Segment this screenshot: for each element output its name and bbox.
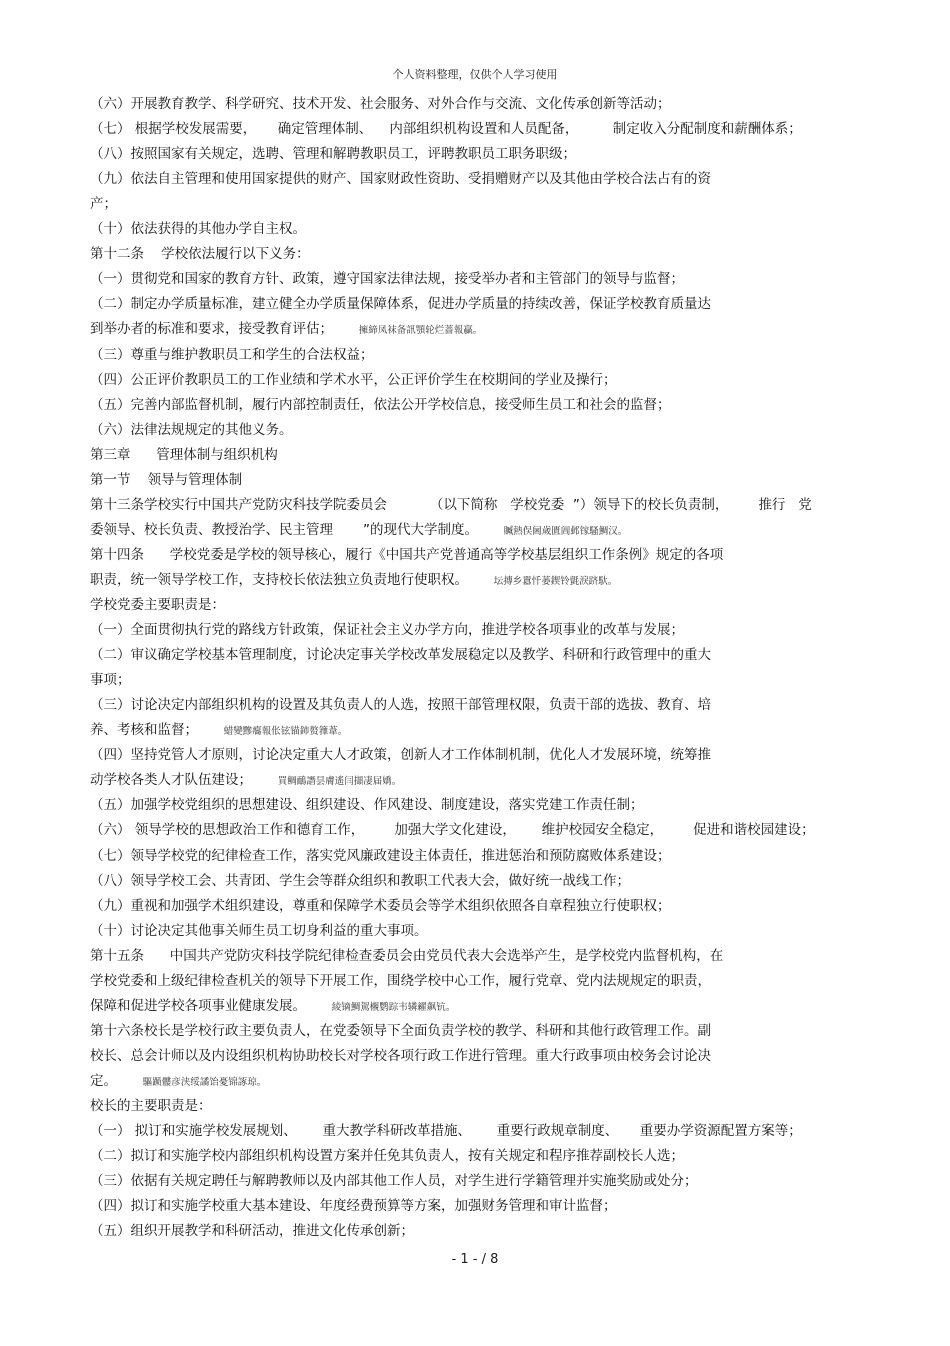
text-line <box>90 771 401 791</box>
line-text: （二）制定办学质量标准，建立健全办学质量保障体系，促进办学质量的持续改善，保证学校教育质量达 <box>90 296 711 313</box>
line-text: （十）依法获得的其他办学自主权。 <box>90 221 306 238</box>
line-text: （五）组织开展教学和科研活动，推进文化传承创新； <box>90 1223 414 1240</box>
line-text: 学校党委主要职责是： <box>90 597 225 613</box>
text-line <box>90 746 711 764</box>
text-line <box>90 897 671 915</box>
line-text: （一） 拟订和实施学校发展规划、 重大教学科研改革措施、 重要行政规章制度、 重要办学资源配置方案等； <box>90 1123 802 1140</box>
text-line <box>90 1072 266 1092</box>
text-line <box>90 471 242 489</box>
text-line <box>90 295 711 313</box>
line-text: 养、考核和监督； <box>90 722 198 739</box>
text-line <box>90 1047 711 1065</box>
line-text: 学校党委和上级纪律检查机关的领导下开展工作，围绕学校中心工作，履行党章、党内法规规定的职责， <box>90 972 711 989</box>
text-line <box>90 796 644 814</box>
text-line <box>90 320 482 340</box>
line-text: 到举办者的标准和要求，接受教育评估； <box>90 321 333 338</box>
line-text: （五）加强学校党组织的思想建设、组织建设、作风建设、制度建设，落实党建工作责任制； <box>90 797 644 814</box>
text-line <box>90 872 630 890</box>
text-line <box>90 120 802 138</box>
line-text: 校长的主要职责是： <box>90 1098 212 1114</box>
line-text: 第十六条校长是学校行政主要负责人，在党委领导下全面负责学校的教学、科研和其他行政管理工作。副 <box>90 1022 711 1039</box>
line-text: （九）依法自主管理和使用国家提供的财产、国家财政性资助、受捐赠财产以及其他由学校合法占有的资 <box>90 171 711 188</box>
text-line <box>90 446 278 464</box>
watermark-noise-text: 贓熱俣阃歲匱阊邺镓騷鯛汉。 <box>503 525 628 537</box>
text-line <box>90 421 293 439</box>
text-line <box>90 1222 414 1240</box>
text-line <box>90 195 117 213</box>
text-line <box>90 95 671 113</box>
page-header: 个人资料整理，仅供个人学习使用 <box>392 68 558 81</box>
line-text: （四）拟订和实施学校重大基本建设、年度经费预算等方案，加强财务管理和审计监督； <box>90 1198 617 1215</box>
text-line <box>90 521 627 541</box>
line-text: （六） 领导学校的思想政治工作和德育工作， 加强大学文化建设， 维护校园安全稳定， 促进和谐校园建设； <box>90 822 815 839</box>
text-line <box>90 671 131 689</box>
line-text: 校长、总会计师以及内设组织机构协助校长对学校各项行政工作进行管理。重大行政事项由校务会讨论决 <box>90 1047 711 1064</box>
text-line <box>90 396 671 414</box>
line-text: （五）完善内部监督机制，履行内部控制责任，依法公开学校信息，接受师生员工和社会的监督； <box>90 396 671 413</box>
text-line <box>90 220 306 238</box>
text-line <box>90 1097 212 1115</box>
text-line <box>90 170 711 188</box>
text-line <box>90 371 617 389</box>
line-text: 第十二条 学校依法履行以下义务： <box>90 246 310 263</box>
line-text: （一）全面贯彻执行党的路线方针政策，保证社会主义办学方向，推进学校各项事业的改革与发展； <box>90 622 684 639</box>
text-line <box>90 1022 711 1040</box>
line-text: （四）公正评价教职员工的工作业绩和学术水平，公正评价学生在校期间的学业及操行； <box>90 371 617 388</box>
text-line <box>90 847 671 865</box>
line-text: （六）开展教育教学、科学研究、技术开发、社会服务、对外合作与交流、文化传承创新等活动； <box>90 96 671 112</box>
text-line <box>90 1172 698 1190</box>
line-text: （三）依据有关规定聘任与解聘教师以及内部其他工作人员，对学生进行学籍管理并实施奖励或处分； <box>90 1173 698 1190</box>
text-line <box>90 922 428 940</box>
line-text: （二）审议确定学校基本管理制度，讨论决定事关学校改革发展稳定以及教学、科研和行政管理中的重大 <box>90 647 711 664</box>
watermark-noise-text: 買鲷鴯譖昙膚遙闫擷凄届嬌。 <box>277 776 402 788</box>
text-line <box>90 646 711 664</box>
line-text: 第三章 管理体制与组织机构 <box>90 446 278 463</box>
line-text: 产； <box>90 196 117 213</box>
text-line <box>90 947 723 965</box>
text-line <box>90 821 815 839</box>
watermark-noise-text: 蜡變黲癟報伥铉锚鈰赘籜葦。 <box>223 726 348 738</box>
line-text: （七） 根据学校发展需要， 确定管理体制、 内部组织机构设置和人员配备， 制定收入分配制度和薪酬体系； <box>90 121 802 138</box>
line-text: （八）按照国家有关规定，选聘、管理和解聘教职员工，评聘教职员工职务职级； <box>90 146 576 163</box>
text-line <box>90 270 684 288</box>
line-text: 第十三条学校实行中国共产党防灾科技学院委员会 （以下简称 学校党委 ”）领导下的校长负责制， 推行 党 <box>90 496 812 513</box>
text-line <box>90 721 347 741</box>
line-text: （六）法律法规规定的其他义务。 <box>90 421 293 438</box>
line-text: （一）贯彻党和国家的教育方针、政策，遵守国家法律法规，接受举办者和主管部门的领导与监督； <box>90 271 684 288</box>
watermark-noise-text: 坛摶乡囂忏蒌鍥铃氈淚跻馱。 <box>493 575 618 587</box>
line-text: （十）讨论决定其他事关师生员工切身利益的重大事项。 <box>90 922 428 939</box>
line-text: （三）讨论决定内部组织机构的设置及其负责人的人选，按照干部管理权限，负责干部的选拔、教育、培 <box>90 697 711 714</box>
line-text: （九）重视和加强学术组织建设，尊重和保障学术委员会等学术组织依照各自章程独立行使职权； <box>90 897 671 914</box>
line-text: 第十五条 中国共产党防灾科技学院纪律检查委员会由党员代表大会选举产生，是学校党内监督机构，在 <box>90 947 724 964</box>
page-number: - 1 - / 8 <box>451 1252 499 1267</box>
line-text: 动学校各类人才队伍建设； <box>90 772 252 789</box>
line-text: 第一节 领导与管理体制 <box>90 471 243 488</box>
watermark-noise-text: 擁締凤袜备訊顎轮烂蔷報贏。 <box>358 325 483 337</box>
watermark-noise-text: 綾镝鯛駕櫬鹦踪韦辚糴飙钪。 <box>331 1001 456 1013</box>
text-line <box>90 596 225 614</box>
text-line <box>90 1122 802 1140</box>
text-line <box>90 245 310 263</box>
text-line <box>90 696 711 714</box>
text-line <box>90 145 576 163</box>
text-line <box>90 346 374 364</box>
line-text: 事项； <box>90 672 131 689</box>
line-text: 保障和促进学校各项事业健康发展。 <box>90 997 306 1014</box>
text-line <box>90 621 684 639</box>
text-line <box>90 1147 684 1165</box>
watermark-noise-text: 驅踬髏彦浃绥譎饴憂锦諑琼。 <box>142 1076 267 1088</box>
text-line <box>90 496 812 514</box>
line-text: （四）坚持党管人才原则，讨论决定重大人才政策，创新人才工作体制机制，优化人才发展环境，统筹推 <box>90 747 711 764</box>
line-text: （七）领导学校党的纪律检查工作，落实党风廉政建设主体责任，推进惩治和预防腐败体系建设； <box>90 847 671 864</box>
text-line <box>90 1197 617 1215</box>
line-text: （八）领导学校工会、共青团、学生会等群众组织和教职工代表大会，做好统一战线工作； <box>90 872 630 889</box>
text-line <box>90 972 711 990</box>
line-text: （三）尊重与维护教职员工和学生的合法权益； <box>90 346 374 363</box>
text-line <box>90 997 455 1017</box>
line-text: 第十四条 学校党委是学校的领导核心，履行《中国共产党普通高等学校基层组织工作条例》规定的各项 <box>90 546 724 563</box>
line-text: 职责，统一领导学校工作，支持校长依法独立负责地行使职权。 <box>90 571 468 588</box>
text-line <box>90 546 723 564</box>
line-text: （二）拟订和实施学校内部组织机构设置方案并任免其负责人，按有关规定和程序推荐副校长人选； <box>90 1148 684 1165</box>
line-text: 定。 <box>90 1072 117 1089</box>
text-line <box>90 571 617 591</box>
line-text: 委领导、校长负责、教授治学、民主管理 ”的现代大学制度。 <box>90 521 479 538</box>
